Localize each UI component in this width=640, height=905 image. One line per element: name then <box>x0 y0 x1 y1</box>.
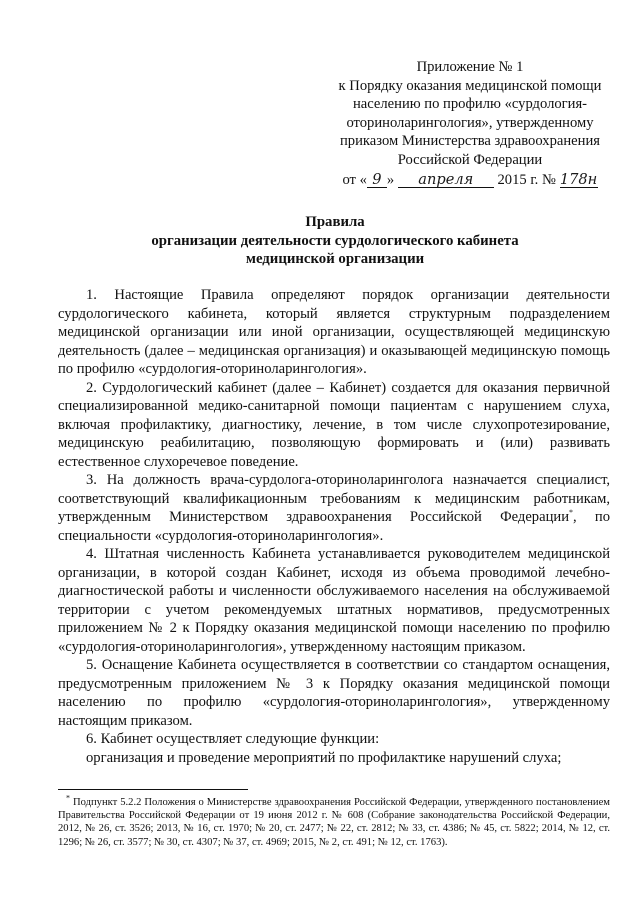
appendix-line: приказом Министерства здравоохранения <box>340 133 600 150</box>
document-body <box>58 286 610 767</box>
footnote-body: Подпункт 5.2.2 Положения о Министерстве здравоохранения Российской Федерации, утвержденного постановлением Правительства Российской Федерации от 19 июня 2012 г. № 608 (Собрание законодательства Российской Федерации, 2012, № 26, ст. 3526; 2013, № 16, ст. 1970; № 20, ст. 2477; № 22, ст. 2812; № 33, ст. 4386; № 45, ст. 5822; 2014, № 12, ст. 1296; № 26, ст. 3577; № 30, ст. 4307; № 37, ст. 4969; 2015, № 2, ст. 491; № 12, ст. 1763). <box>58 797 610 848</box>
footnote-text <box>58 793 610 849</box>
title-line: организации деятельности сурдологического кабинета <box>151 232 519 249</box>
appendix-line: к Порядку оказания медицинской помощи <box>338 77 602 94</box>
footnote <box>58 793 610 849</box>
appendix-line: населению по профилю «сурдология- <box>352 96 588 113</box>
appendix-line: оториноларингология», утвержденному <box>346 114 594 131</box>
footnote-reference: * <box>569 508 574 518</box>
handwritten-day: 9 <box>367 173 387 188</box>
handwritten-month: апреля <box>398 173 494 188</box>
order-date-line <box>330 171 610 190</box>
date-year: 2015 г. № <box>497 171 556 188</box>
footnote-mark: * <box>66 793 70 803</box>
date-prefix: от « <box>342 171 367 188</box>
paragraph-1: 1. Настоящие Правила определяют порядок организации деятельности сурдологического кабинета, который является структурным подразделением медицинской организации или иной организации, осуществляющей медицинскую деятельность (далее – медицинская организация) и оказывающей медицинскую помощь по профилю «сурдология-оториноларингология». <box>58 287 610 377</box>
paragraph-7: организация и проведение мероприятий по профилактике нарушений слуха; <box>86 749 562 766</box>
paragraph-6: 6. Кабинет осуществляет следующие функции: <box>86 731 380 747</box>
appendix-line: Российской Федерации <box>397 151 543 168</box>
footnote-divider <box>58 789 248 790</box>
appendix-header <box>330 58 610 189</box>
document-title <box>60 213 610 269</box>
handwritten-order-number: 178н <box>559 170 598 188</box>
title-line: медицинской организации <box>245 251 425 267</box>
paragraph-2: 2. Сурдологический кабинет (далее – Кабинет) создается для оказания первичной специализированной медико-санитарной помощи пациентам с нарушением слуха, включая профилактику, диагностику, лечение, в том числе слухопротезирование, медицинскую реабилитацию, позволяющую формировать и (или) развивать естественное слухоречевое поведение. <box>58 379 610 470</box>
paragraph-5: 5. Оснащение Кабинета осуществляется в соответствии со стандартом оснащения, предусмотренным приложением № 3 к Порядку оказания медицинской помощи населению по профилю «сурдология-оториноларингология», утвержденному настоящим приказом. <box>58 657 610 729</box>
paragraph-4: 4. Штатная численность Кабинета устанавливается руководителем медицинской организации, в которой создан Кабинет, исходя из объема проводимой лечебно-диагностической работы и численности обслуживаемого населения на обслуживаемой территории с учетом рекомендуемых штатных нормативов, предусмотренных приложением № 2 к Порядку оказания медицинской помощи населению по профилю «сурдология-оториноларингология», утвержденному настоящим приказом. <box>58 546 610 655</box>
appendix-number: Приложение № 1 <box>416 59 524 75</box>
paragraph-3-tail: , по специальности «сурдология-оториноларингология». <box>58 509 611 544</box>
date-mid: » <box>386 171 395 188</box>
title-line: Правила <box>305 214 365 230</box>
paragraph-3-text: 3. На должность врача-сурдолога-оториноларинголога назначается специалист, соответствующий квалификационным требованиям к медицинским работникам, утвержденным Министерством здравоохранения Российской Федерации <box>58 472 610 525</box>
paragraph-3 <box>58 471 610 545</box>
